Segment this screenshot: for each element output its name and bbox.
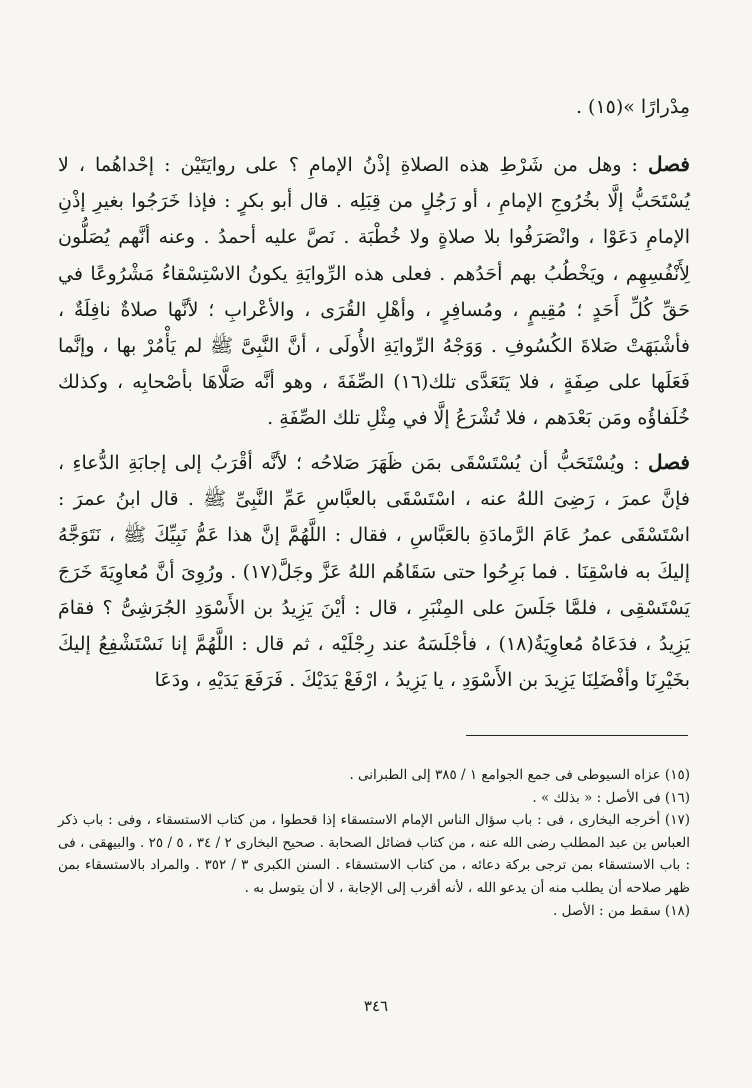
footnote-18: (١٨) سقط من : الأصل .	[553, 902, 690, 919]
paragraph-text: : ويُسْتَحَبُّ أن يُسْتَسْقَى بمَن ظَهَرَ صَلاحُه ؛ لأنَّه أقْرَبُ إلى إجابَةِ الدُّعاءِ ، فإنَّ عمرَ ، رَضِىَ اللهُ عنه ، اسْتَسْقَى بالعبَّاسِ عَمِّ النَّبِىِّ ﷺ . قال ابنُ عمرَ : اسْتَسْقَى عمرُ عَامَ الرَّمادَةِ بالعَبَّاسِ ، فقال : اللَّهُمَّ إنَّ هذا عَمُّ نَبِيِّكَ ﷺ ، نَتَوَجَّهُ إليكَ به فاسْقِنَا . فما بَرِحُوا حتى سَقَاهُم اللهُ عَزَّ وجَلَّ(١٧) . ورُوِىَ أنَّ مُعاوِيَةَ خَرَجَ يَسْتَسْقِى ، فلمَّا جَلَسَ على المِنْبَرِ ، قال : أيْنَ يَزِيدُ بن الأَسْوَدِ الجُرَشِىُّ ؟ فقامَ يَزِيدُ ، فدَعَاهُ مُعاوِيَةُ(١٨) ، فأجْلَسَهُ عند رِجْلَيْه ، ثم قال : اللَّهُمَّ إنا نَسْتَشْفِعُ إليكَ بخَيْرِنَا وأفْضَلِنَا يَزِيدَ بن الأَسْوَدِ ، يا يَزِيدُ ، ارْفَعْ يَدَيْكَ . فَرَفَعَ يَدَيْهِ ، ودَعَا	[58, 452, 690, 692]
section-heading: فصل	[647, 152, 690, 176]
section-heading: فصل	[647, 450, 690, 474]
page-number: ٣٤٦	[363, 997, 389, 1015]
footnotes	[58, 764, 690, 922]
continued-text: مِدْرارًا »(١٥) .	[575, 96, 690, 118]
footnote-15: (١٥) عزاه السيوطى فى جمع الجوامع ١ / ٣٨٥ إلى الطبرانى .	[349, 767, 690, 783]
paragraph-text: : وهل من شَرْطِ هذه الصلاةِ إذْنُ الإمامِ ؟ على روايَتَيْن : إحْداهُما ، لا يُسْتَحَبُّ إلَّا بخُرُوجِ الإمامِ ، أو رَجُلٍ من قِبَلِه . قال أبو بكرٍ : فإذا خَرَجُوا بغيرِ إذْنِ الإمامِ دَعَوْا ، وانْصَرَفُوا بلا صلاةٍ ولا خُطْبَة . نَصَّ عليه أحمدُ . وعنه أنَّهم يُصَلُّون لِأَنْفُسِهِم ، ويَخْطُبُ بهم أحَدُهم . فعلى هذه الرِّوايَةِ يكونُ الاسْتِسْقاءُ مَشْرُوعًا في حَقِّ كُلِّ أَحَدٍ ؛ مُقِيمٍ ، ومُسافِرٍ ، وأهْلِ القُرَى ، والأعْرابِ ؛ لأنَّها صلاةٌ نافِلَةٌ ، فأشْبَهَتْ صَلاةَ الكُسُوفِ . وَوَجْهُ الرِّوايَةِ الأُولَى ، أنَّ النَّبِىَّ ﷺ لم يَأْمُرْ بها ، وإنَّما فَعَلَها على صِفَةٍ ، فلا يَتَعَدَّى تلك(١٦) الصِّفَةَ ، وهو أنَّه صَلَّاهَا بأصْحابِه ، وكذلك خُلَفاؤُه ومَن بَعْدَهم ، فلا تُشْرَعُ إلَّا في مِثْلِ تلك الصِّفَةِ .	[58, 154, 690, 430]
footnote-divider	[466, 735, 688, 736]
paragraph-1	[58, 146, 690, 437]
continued-text-line	[58, 92, 690, 122]
footnote-17: (١٧) أخرجه البخارى ، فى : باب سؤال الناس الإمام الاستسقاء إذا قحطوا ، من كتاب الاستسقاء ، وفى : باب ذكر العباس بن عبد المطلب رضى الله عنه ، من كتاب فضائل الصحابة . صحيح البخارى ٢ / ٣٤ ، ٥ / ٢٥ . والبيهقى ، فى : باب الاستسقاء بمن ترجى بركة دعائه ، من كتاب الاستسقاء . السنن الكبرى ٣ / ٣٥٢ . والمراد بالاستسقاء بمن ظهر صلاحه أن يطلب منه أن يدعو الله ، لأنه أقرب إلى الإجابة ، لا أن يتوسل به .	[58, 812, 690, 896]
footnote-16: (١٦) فى الأصل : « بذلك » .	[532, 789, 690, 806]
paragraph-2	[58, 444, 690, 698]
